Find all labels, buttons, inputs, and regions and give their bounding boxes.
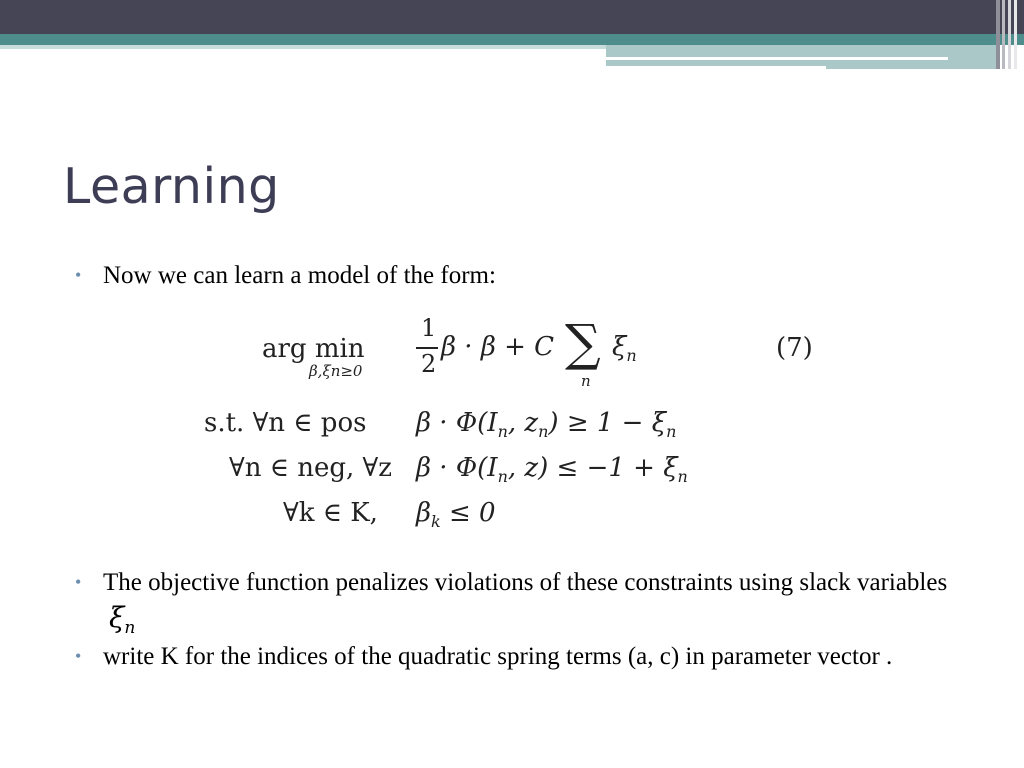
bullet-item	[75, 565, 983, 640]
constraint-condition: ∀n ∈ neg, ∀z	[229, 453, 392, 483]
header-teal-band	[0, 34, 1024, 45]
sum-sign: ∑	[565, 314, 601, 372]
header-edge-stripe	[1002, 0, 1005, 69]
header-pale-line	[0, 45, 606, 49]
header-dark-band	[0, 0, 1024, 34]
argmin-operator: arg min	[262, 334, 365, 364]
slack-symbol: $\xi_n$	[109, 601, 136, 638]
argmin-subscript: β,ξn≥0	[309, 362, 363, 380]
sum-term-subscript: n	[626, 346, 637, 365]
bullet-item	[75, 258, 983, 293]
fraction-numerator: 1	[421, 314, 437, 342]
equation-number: (7)	[776, 333, 813, 363]
header-accent-line	[606, 66, 826, 69]
constraint-condition: s.t. ∀n ∈ pos	[204, 408, 367, 438]
header-accent-line	[606, 57, 948, 60]
bullet-text: The objective function penalizes violations of these constraints using slack variables	[103, 569, 948, 596]
constraint-expression: $\beta \cdot \Phi(I_n$, $z_n) \ge 1 - \xi_n$	[416, 408, 677, 441]
fraction-denominator: 2	[421, 350, 437, 378]
fraction-bar	[416, 347, 438, 349]
header-edge-stripe	[1014, 0, 1017, 69]
bullet-text: Now we can learn a model of the form:	[103, 262, 496, 289]
header-edge-stripe	[1008, 0, 1011, 69]
bullet-text: write K for the indices of the quadratic spring terms (a, c) in parameter vector .	[103, 643, 893, 670]
constraint-condition: ∀k ∈ K,	[283, 498, 378, 528]
objective-terms: β · β + C	[441, 332, 555, 362]
constraint-expression: $\beta \cdot \Phi(I_n$, $z) \le -1 + \xi_n$	[416, 453, 688, 486]
bullet-dot: •	[75, 646, 82, 666]
slide-title: Learning	[63, 158, 280, 215]
bullet-dot: •	[75, 265, 82, 285]
header-edge-stripe	[996, 0, 1000, 69]
bullet-item	[75, 639, 983, 674]
bullet-dot: •	[75, 572, 82, 592]
constraint-expression: $\beta_k \le 0$	[416, 498, 496, 531]
sum-term: ξ	[612, 332, 627, 362]
sum-index: n	[581, 372, 591, 390]
